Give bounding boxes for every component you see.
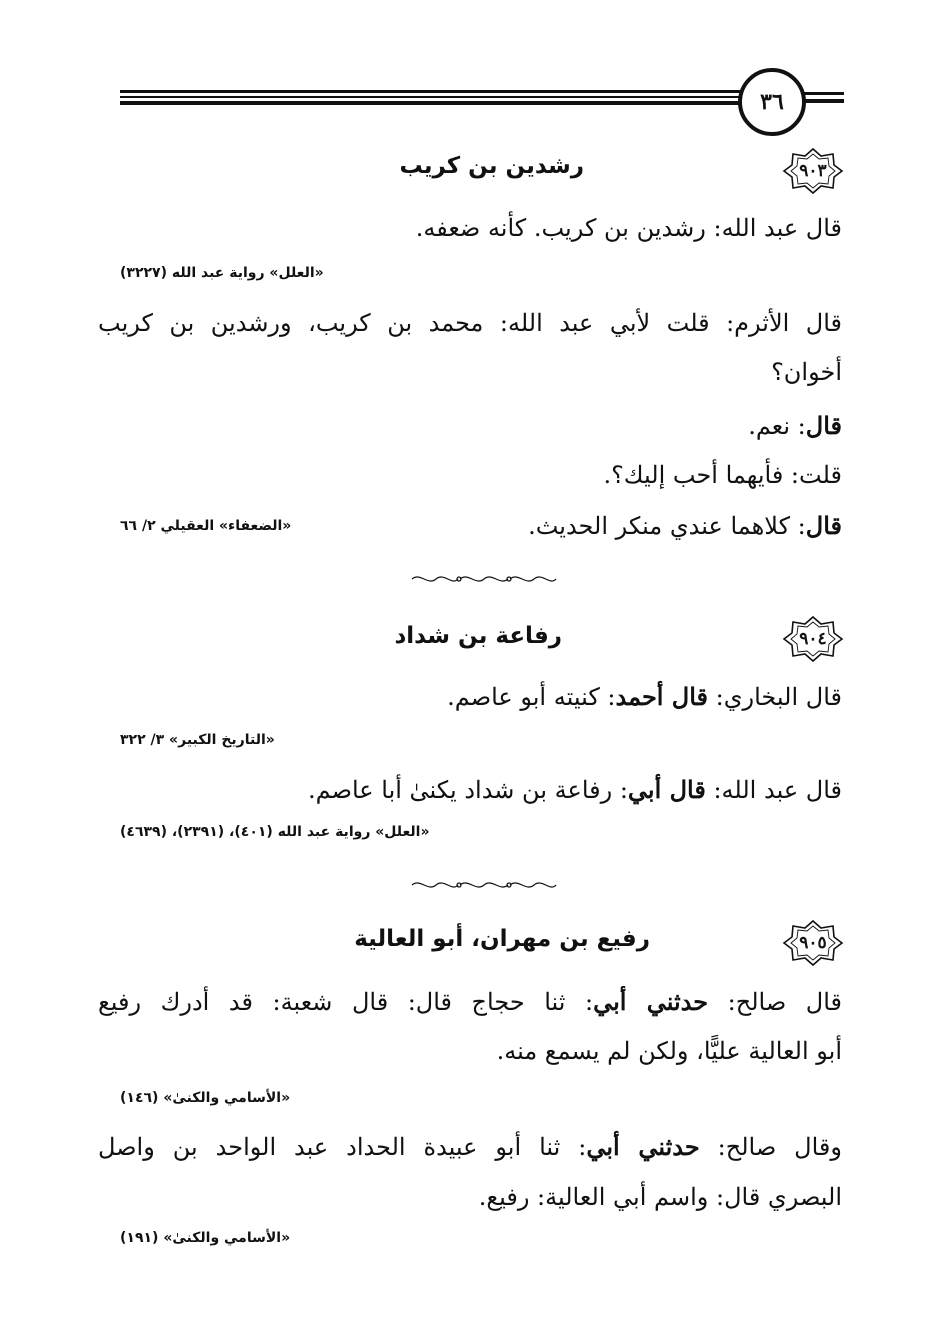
text-segment: وقال صالح: bbox=[699, 1133, 842, 1161]
source-reference: «التاريخ الكبير» ٣/ ٣٢٢ bbox=[120, 732, 275, 748]
text-segment: : ثنا أبو عبيدة الحداد عبد الواحد بن واصل bbox=[98, 1133, 587, 1161]
text-segment: : ثنا حجاج قال: قال شعبة: قد أدرك رفيع bbox=[98, 988, 594, 1016]
ornament-divider-icon bbox=[410, 572, 558, 586]
speaker-label: حدثني أبي bbox=[593, 987, 709, 1016]
text-segment: : رفاعة بن شداد يكنىٰ أبا عاصم. bbox=[308, 776, 628, 804]
speaker-label: قال أبي bbox=[627, 775, 706, 804]
text-segment: : كنيته أبو عاصم. bbox=[447, 683, 616, 711]
speaker-label: قال أحمد bbox=[615, 682, 709, 711]
entry-number: ٩٠٣ bbox=[799, 161, 827, 181]
entry-number-badge bbox=[782, 918, 844, 968]
text-line bbox=[98, 987, 842, 1016]
text-line bbox=[528, 511, 842, 540]
text-line: أبو العالية عليًّا، ولكن لم يسمع منه. bbox=[496, 1037, 842, 1065]
speaker-label: قال bbox=[805, 511, 842, 540]
text-line: قال الأثرم: قلت لأبي عبد الله: محمد بن كريب، ورشدين بن كريب bbox=[98, 309, 842, 337]
text-segment: : كلاهما عندي منكر الحديث. bbox=[528, 512, 806, 540]
entry-title: رفيع بن مهران، أبو العالية bbox=[354, 926, 650, 952]
entry-number-badge bbox=[782, 146, 844, 196]
text-line: البصري قال: واسم أبي العالية: رفيع. bbox=[478, 1183, 842, 1211]
entry-number: ٩٠٤ bbox=[799, 629, 827, 649]
text-line: قال عبد الله: رشدين بن كريب. كأنه ضعفه. bbox=[415, 214, 842, 242]
entry-number-badge bbox=[782, 614, 844, 664]
source-reference: «الأسامي والكنىٰ» (١٤٦) bbox=[120, 1090, 291, 1106]
ornament-divider-icon bbox=[410, 878, 558, 892]
source-reference: «الضعفاء» العقيلي ٢/ ٦٦ bbox=[120, 518, 292, 534]
speaker-label: حدثني أبي bbox=[586, 1132, 700, 1161]
header-rule bbox=[804, 92, 844, 95]
text-line: أخوان؟ bbox=[771, 358, 842, 386]
header-rule bbox=[120, 96, 740, 98]
text-segment: قال عبد الله: bbox=[705, 776, 842, 804]
text-line bbox=[748, 411, 842, 440]
text-line bbox=[447, 682, 842, 711]
text-line bbox=[98, 1132, 842, 1161]
page-number-badge bbox=[738, 68, 806, 136]
source-reference: «العلل» رواية عبد الله (٤٠١)، (٢٣٩١)، (٤٦٣٩) bbox=[120, 824, 430, 840]
entry-number: ٩٠٥ bbox=[799, 933, 827, 953]
entry-title: رفاعة بن شداد bbox=[394, 623, 562, 649]
text-line bbox=[308, 775, 842, 804]
source-reference: «الأسامي والكنىٰ» (١٩١) bbox=[120, 1230, 291, 1246]
speaker-label: قال bbox=[805, 411, 842, 440]
entry-title: رشدين بن كريب bbox=[399, 153, 584, 179]
text-line: قلت: فأيهما أحب إليك؟. bbox=[603, 461, 842, 489]
text-segment: قال البخاري: bbox=[708, 683, 842, 711]
header-rule bbox=[804, 99, 844, 103]
header-rule bbox=[120, 90, 740, 93]
page-number: ٣٦ bbox=[760, 89, 784, 115]
text-segment: قال صالح: bbox=[708, 988, 842, 1016]
source-reference: «العلل» رواية عبد الله (٣٢٢٧) bbox=[120, 265, 324, 281]
text-segment: : نعم. bbox=[748, 412, 806, 440]
header-rule bbox=[120, 101, 740, 105]
